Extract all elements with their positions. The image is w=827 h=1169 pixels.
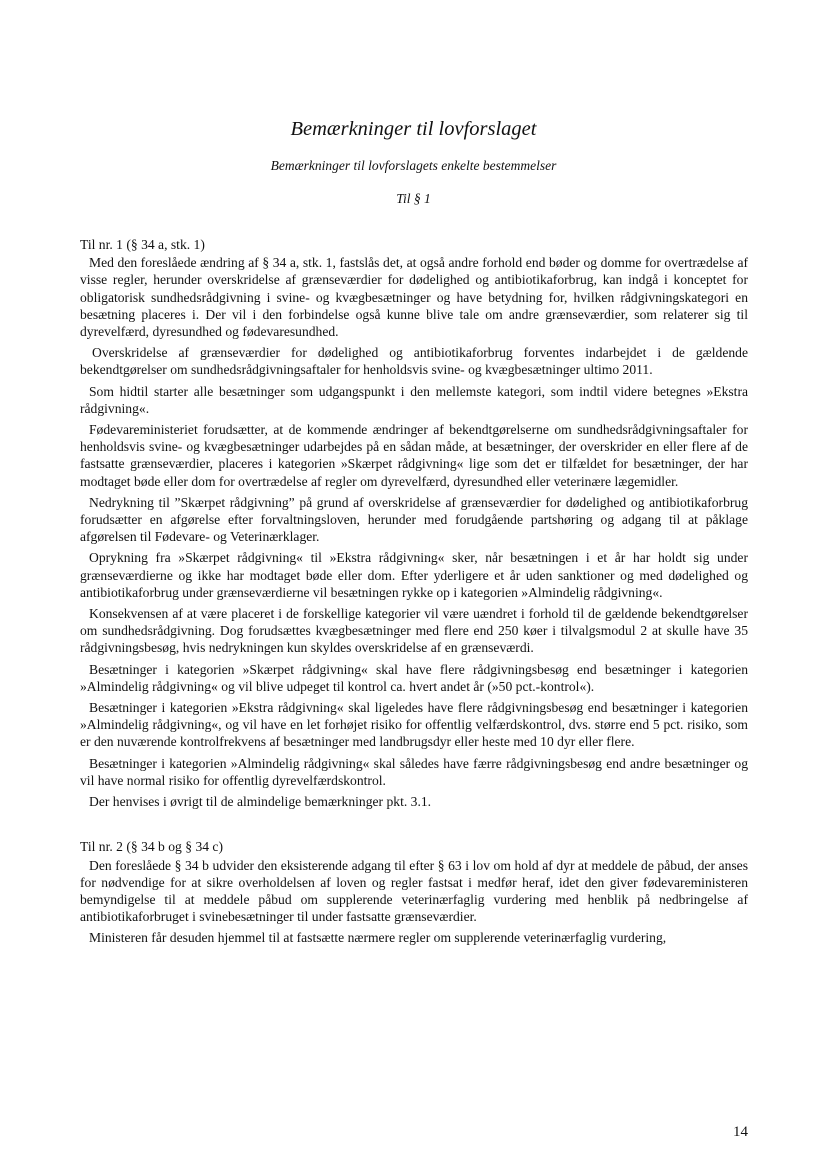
page-number: 14 <box>733 1124 748 1140</box>
body-paragraph: Besætninger i kategorien »Ekstra rådgivning« skal ligeledes have flere rådgivningsbesøg end besætninger i kategorien »Almindelig rådgivning«, og vil have en let forhøjet risiko for offentlig velfærdskontrol, dvs. større end 5 pct. risiko, som er den nuværende kontrolfrekvens af besætninger med landbrugsdyr eller heste med 10 dyr eller flere. <box>80 700 748 750</box>
body-paragraph: Den foreslåede § 34 b udvider den eksisterende adgang til efter § 63 i lov om hold af dyr at meddele de påbud, der anses for nødvendige for at sikre overholdelsen af loven og regler fastsat i medfør heraf, idet den giver fødevareministeren bemyndigelse til at meddele påbud om supplerende veterinærfaglig vurdering med henblik på nedbringelse af antibiotikaforbruget i svinebesætninger til under fastsatte grænseværdier. <box>80 857 748 925</box>
document-subtitle: Bemærkninger til lovforslagets enkelte bestemmelser <box>270 158 557 173</box>
paragraph-reference: Til § 1 <box>396 191 431 206</box>
body-paragraph: Besætninger i kategorien »Skærpet rådgivning« skal have flere rådgivningsbesøg end besætninger i kategorien »Almindelig rådgivning« og vil blive udpeget til kontrol ca. hvert andet år (»50 pct.-kontrol«). <box>80 661 748 694</box>
body-paragraph: Besætninger i kategorien »Almindelig rådgivning« skal således have færre rådgivningsbesøg end andre besætninger og vil have normal risiko for offentlig dyrevelfærdskontrol. <box>80 755 748 788</box>
body-paragraph: Med den foreslåede ændring af § 34 a, stk. 1, fastslås det, at også andre forhold end bøder og domme for overtrædelse af visse regler, herunder overskridelse af grænseværdier for dødelighed og antibiotikaforbrug, kan indgå i konceptet for obligatorisk sundhedsrådgivning i svine- og kvægbesætninger og have betydning for, hvilken rådgivningskategori en besætning placeres i. Der vil i den forbindelse også kunne blive tale om andre grænseværdier, som relaterer sig til dyrevelfærd, dyresundhed og fødevaresundhed. <box>80 255 748 340</box>
body-paragraph: Nedrykning til ”Skærpet rådgivning” på grund af overskridelse af grænseværdier for dødelighed og antibiotikaforbrug forudsætter en afgørelse efter forvaltningsloven, herunder med forudgående partshøring og adgang til at påklage afgørelsen til Fødevare- og Veterinærklager. <box>80 494 748 545</box>
section-heading: Til nr. 1 (§ 34 a, stk. 1) <box>80 237 205 252</box>
body-paragraph: Overskridelse af grænseværdier for dødelighed og antibiotikaforbrug forventes indarbejdet i de gældende bekendtgørelser om sundhedsrådgivningsaftaler for henholdsvis svine- og kvægbesætninger ultimo 2011. <box>80 345 748 378</box>
body-paragraph: Oprykning fra »Skærpet rådgivning« til »Ekstra rådgivning« sker, når besætningen i et år har holdt sig under grænseværdierne og ikke har modtaget bøde eller dom. Efter yderligere et år uden sanktioner og med dødelighed og antibiotikaforbrug under grænseværdierne vil besætningen rykke op i kategorien »Almindelig rådgivning«. <box>80 550 748 600</box>
section-heading: Til nr. 2 (§ 34 b og § 34 c) <box>80 839 223 855</box>
body-paragraph: Der henvises i øvrigt til de almindelige bemærkninger pkt. 3.1. <box>89 794 432 810</box>
body-paragraph: Som hidtil starter alle besætninger som udgangspunkt i den mellemste kategori, som indtil videre betegnes »Ekstra rådgivning«. <box>80 383 748 416</box>
body-paragraph: Konsekvensen af at være placeret i de forskellige kategorier vil være uændret i forhold til de gældende bekendtgørelser om sundhedsrådgivning. Dog forudsættes kvægbesætninger med flere end 250 køer i tilvalgsmodul 2 at skulle have 35 rådgivningsbesøg, hvis nedrykningen kun skyldes overskridelse af en grænseværdi. <box>80 606 748 656</box>
document-title: Bemærkninger til lovforslaget <box>290 118 537 140</box>
body-paragraph: Fødevareministeriet forudsætter, at de kommende ændringer af bekendtgørelserne om sundhedsrådgivningsaftaler for henholdsvis svine- og kvægbesætninger udarbejdes på en sådan måde, at besætninger, der overskrider en eller flere af de fastsatte grænseværdier, placeres i kategorien »Skærpet rådgivning« lige som det er tilfældet for besætninger, der har modtaget bøde eller dom for overtrædelse af regler om dyrevelfærd, dyresundhed eller veterinære lægemidler. <box>80 422 748 489</box>
body-paragraph: Ministeren får desuden hjemmel til at fastsætte nærmere regler om supplerende veterinærfaglig vurdering, <box>89 930 667 946</box>
document-body <box>80 236 748 951</box>
